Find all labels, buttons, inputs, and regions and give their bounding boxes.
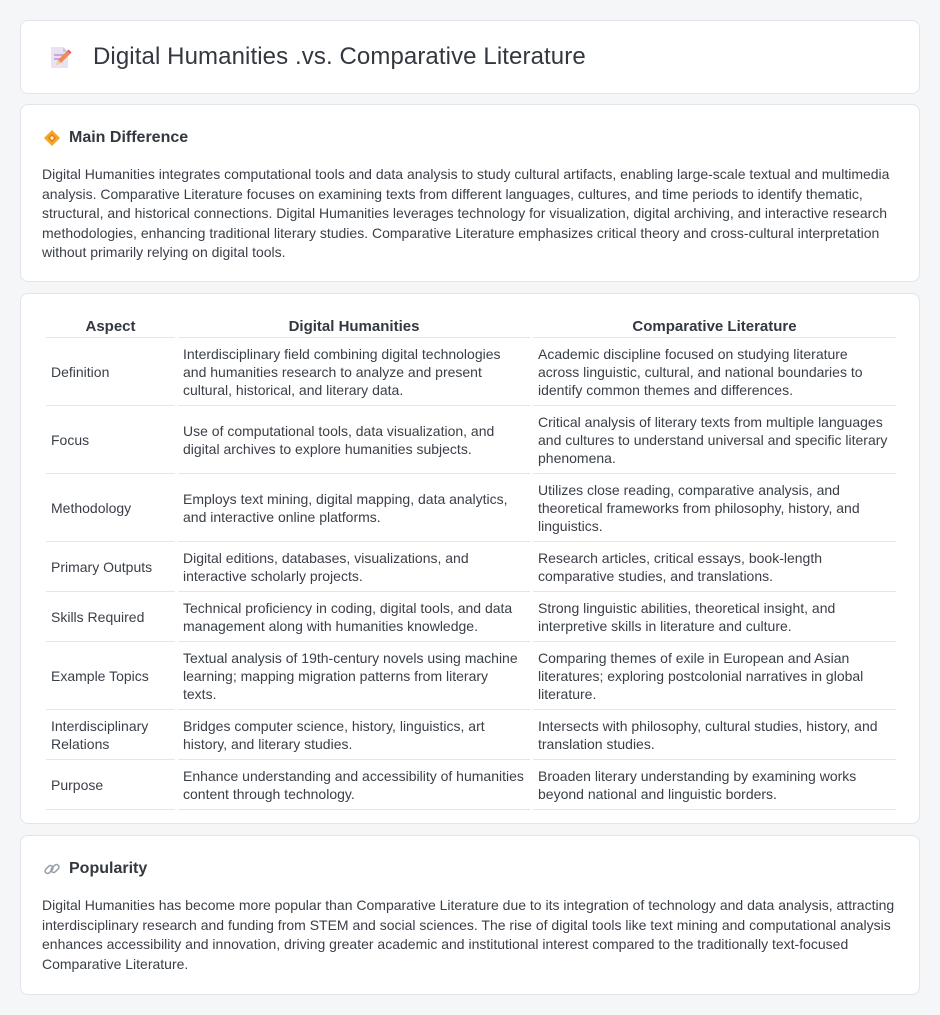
aspect-cell: Definition (46, 338, 175, 406)
dh-cell: Textual analysis of 19th-century novels using machine learning; mapping migration patterns from literary texts. (178, 642, 530, 710)
table-row (46, 710, 896, 760)
table-row (46, 474, 896, 542)
aspect-cell: Interdisciplinary Relations (46, 710, 175, 760)
cl-cell: Utilizes close reading, comparative analysis, and theoretical frameworks from philosophy, history, and linguistics. (533, 474, 896, 542)
title-card (20, 20, 920, 94)
table-row (46, 642, 896, 710)
aspect-cell: Focus (46, 406, 175, 474)
header-digital-humanities: Digital Humanities (178, 316, 530, 338)
dh-cell: Bridges computer science, history, linguistics, art history, and literary studies. (178, 710, 530, 760)
popularity-title: Popularity (69, 860, 148, 877)
popularity-card (20, 835, 920, 995)
page-title: Digital Humanities .vs. Comparative Literature (93, 43, 586, 70)
main-difference-card (20, 104, 920, 282)
table-row (46, 542, 896, 592)
dh-cell: Technical proficiency in coding, digital tools, and data management along with humanities knowledge. (178, 592, 530, 642)
cl-cell: Research articles, critical essays, book-length comparative studies, and translations. (533, 542, 896, 592)
cl-cell: Broaden literary understanding by examining works beyond national and linguistic borders. (533, 760, 896, 810)
dh-cell: Use of computational tools, data visualization, and digital archives to explore humanities subjects. (178, 406, 530, 474)
dh-cell: Digital editions, databases, visualizations, and interactive scholarly projects. (178, 542, 530, 592)
table-header-row (46, 316, 896, 338)
header-comparative-literature: Comparative Literature (533, 316, 896, 338)
cl-cell: Critical analysis of literary texts from multiple languages and cultures to understand universal and specific literary phenomena. (533, 406, 896, 474)
table-row (46, 406, 896, 474)
dh-cell: Interdisciplinary field combining digital technologies and humanities research to analyze and present cultural, historical, and literary data. (178, 338, 530, 406)
popularity-text: Digital Humanities has become more popular than Comparative Literature due to its integration of technology and data analysis, attracting interdisciplinary research and funding from STEM and social sciences. The rise of digital tools like text mining and computational analysis enhances accessibility and innovation, driving greater academic and institutional interest compared to the traditionally text-focused Comparative Literature. (42, 897, 895, 972)
main-difference-title: Main Difference (69, 129, 189, 146)
dh-cell: Employs text mining, digital mapping, data analytics, and interactive online platforms. (178, 474, 530, 542)
aspect-cell: Skills Required (46, 592, 175, 642)
link-icon (43, 860, 61, 878)
cl-cell: Strong linguistic abilities, theoretical insight, and interpretive skills in literature and culture. (533, 592, 896, 642)
dh-cell: Enhance understanding and accessibility of humanities content through technology. (178, 760, 530, 810)
table-row (46, 760, 896, 810)
comparison-table (43, 316, 899, 810)
cl-cell: Intersects with philosophy, cultural studies, history, and translation studies. (533, 710, 896, 760)
header-aspect: Aspect (46, 316, 175, 338)
comparison-card (20, 293, 920, 824)
cl-cell: Comparing themes of exile in European and Asian literatures; exploring postcolonial narratives in global literature. (533, 642, 896, 710)
aspect-cell: Methodology (46, 474, 175, 542)
table-row (46, 338, 896, 406)
aspect-cell: Example Topics (46, 642, 175, 710)
aspect-cell: Primary Outputs (46, 542, 175, 592)
diamond-icon (43, 129, 61, 147)
main-difference-text: Digital Humanities integrates computational tools and data analysis to study cultural artifacts, enabling large-scale textual and multimedia analysis. Comparative Literature focuses on examining texts from different languages, cultures, and time periods to identify thematic, structural, and historical connections. Digital Humanities leverages technology for visualization, digital archiving, and interactive research methodologies, enhancing traditional literary studies. Comparative Literature emphasizes critical theory and cross-cultural interpretation without primarily relying on digital tools. (42, 166, 890, 261)
document-edit-icon (47, 44, 73, 70)
aspect-cell: Purpose (46, 760, 175, 810)
cl-cell: Academic discipline focused on studying literature across linguistic, cultural, and national boundaries to identify common themes and differences. (533, 338, 896, 406)
table-row (46, 592, 896, 642)
